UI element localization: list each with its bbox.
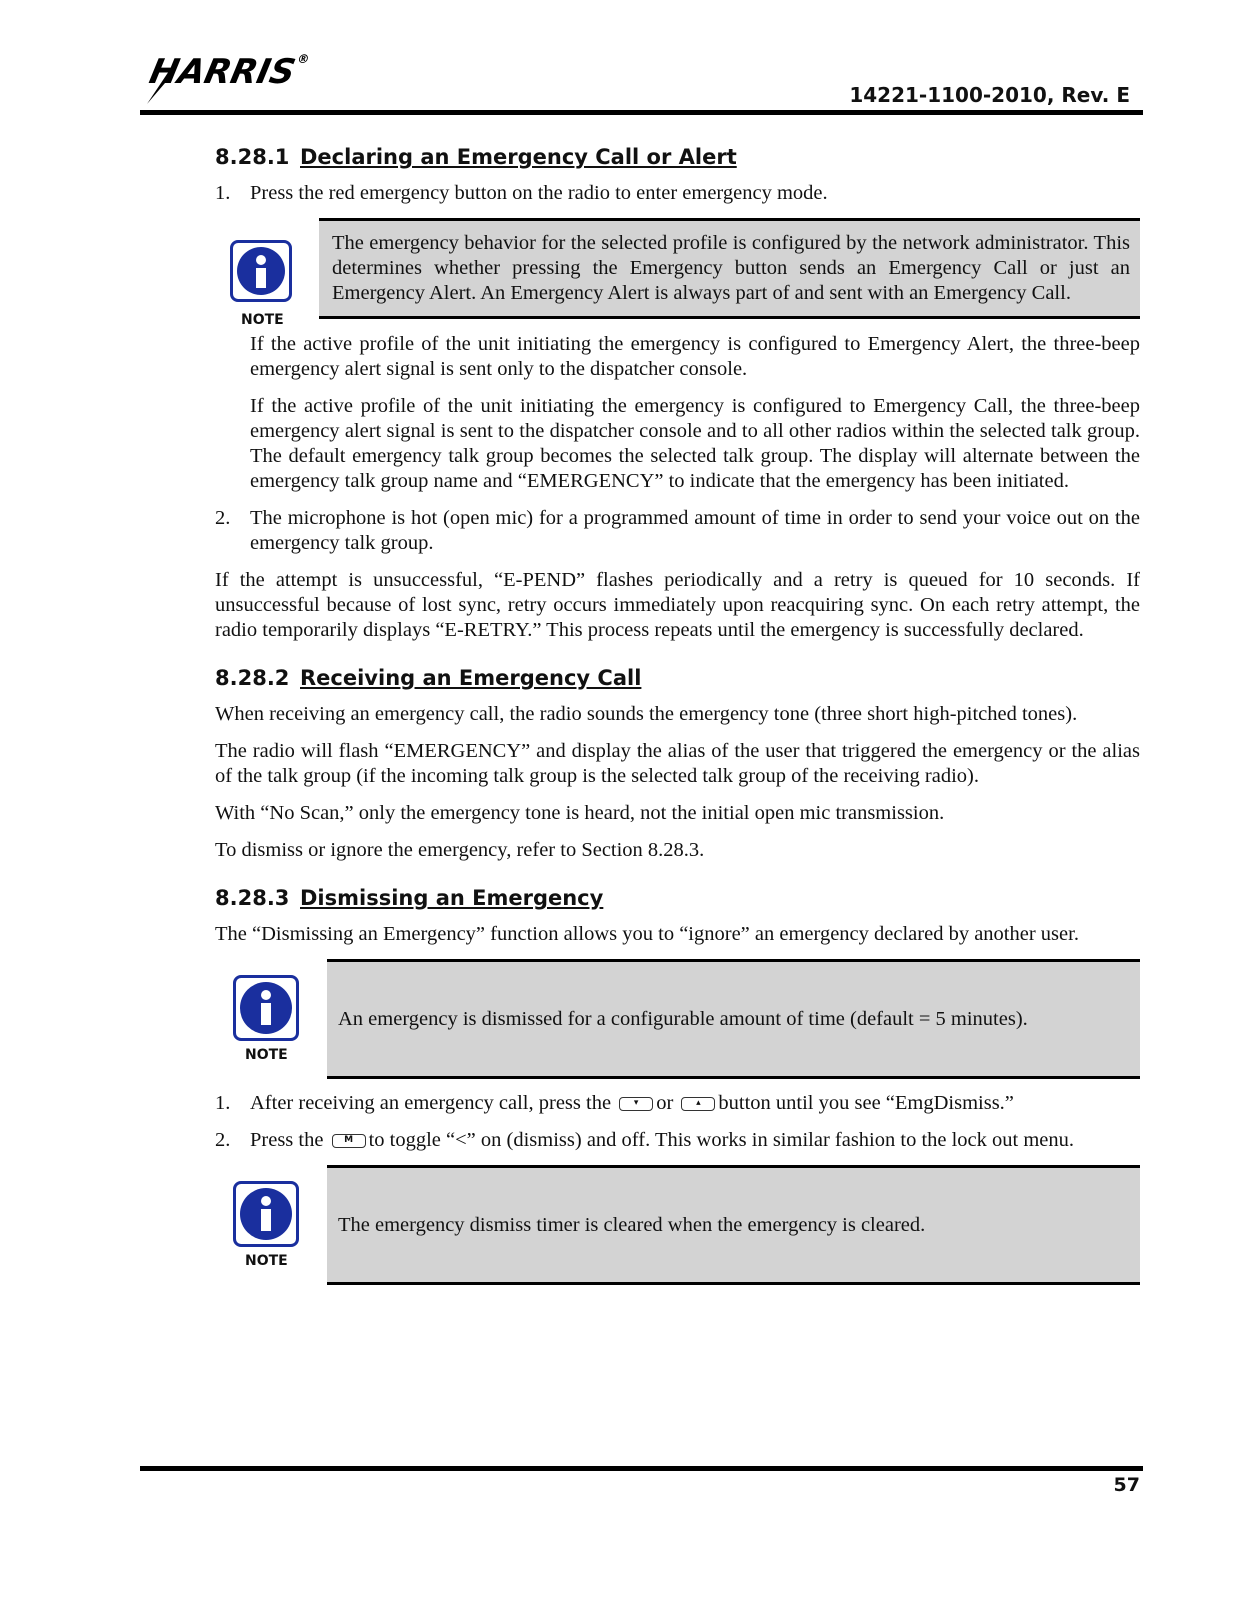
paragraph: When receiving an emergency call, the radio sounds the emergency tone (three short high-pitched tones). — [215, 703, 1078, 725]
step-text-part: to toggle “<” on (dismiss) and off. This works in similar fashion to the lock out menu. — [368, 1129, 1075, 1151]
up-arrow-icon: ▴ — [681, 1097, 715, 1111]
step-number: 2. — [215, 1129, 231, 1151]
note-icon-wrap — [215, 1165, 327, 1285]
header-rule — [140, 110, 1143, 115]
step-1 — [215, 181, 1140, 206]
note-text: The emergency behavior for the selected profile is configured by the network administrator. This determines whether pressing the Emergency button sends an Emergency Call or just an Emergency Alert. An Emergency Alert is always part of and sent with an Emergency Call. — [332, 232, 1130, 304]
step-1 — [215, 1091, 1140, 1116]
down-arrow-icon: ▾ — [619, 1097, 653, 1111]
step-text — [250, 1091, 1140, 1116]
note-box — [327, 1165, 1140, 1285]
paragraph-retry: If the attempt is unsuccessful, “E-PEND” flashes periodically and a retry is queued for 10 seconds. If unsuccessful because of lost sync, retry occurs immediately upon reacquiring sync. On each retry attempt, the radio temporarily displays “E-RETRY.” This process repeats until the emergency is successfully declared. — [215, 569, 1140, 641]
note-text: The emergency dismiss timer is cleared when the emergency is cleared. — [338, 1213, 926, 1236]
step-text-part: Press the — [250, 1129, 324, 1151]
note-icon-wrap — [215, 959, 327, 1079]
section-title: Dismissing an Emergency — [300, 886, 604, 910]
document-number: 14221-1100-2010, Rev. E — [849, 83, 1130, 107]
section-heading-8-28-3 — [215, 883, 1140, 913]
note-box — [327, 959, 1140, 1079]
footer-rule — [140, 1466, 1143, 1471]
harris-logo: HARRIS® — [146, 52, 311, 92]
paragraph: With “No Scan,” only the emergency tone is heard, not the initial open mic transmission. — [215, 802, 945, 824]
note-block — [215, 1165, 1140, 1285]
paragraph-call: If the active profile of the unit initiating the emergency is configured to Emergency Call, the three-beep emergency alert signal is sent to the dispatcher console and to all other radios within the selected talk group. The default emergency talk group becomes the selected talk group. The display will alternate between the emergency talk group name and “EMERGENCY” to indicate that the emergency has been initiated. — [250, 395, 1140, 492]
note-block — [215, 959, 1140, 1079]
note-text: An emergency is dismissed for a configurable amount of time (default = 5 minutes). — [338, 1007, 1028, 1030]
note-block — [215, 218, 1140, 328]
step-number: 2. — [215, 507, 231, 529]
step-text: The microphone is hot (open mic) for a programmed amount of time in order to send your voice out on the emergency talk group. — [250, 507, 1140, 554]
step-text-or: or — [656, 1092, 674, 1114]
page-content — [215, 140, 1140, 1285]
section-heading-8-28-1 — [215, 142, 1140, 172]
info-icon — [233, 975, 299, 1041]
note-label: NOTE — [245, 1253, 288, 1269]
paragraph: The “Dismissing an Emergency” function allows you to “ignore” an emergency declared by another user. — [215, 923, 1079, 945]
step-text — [250, 1128, 1140, 1153]
step-number: 1. — [215, 182, 231, 204]
note-box — [319, 218, 1140, 319]
paragraph-alert: If the active profile of the unit initiating the emergency is configured to Emergency Alert, the three-beep emergency alert signal is sent only to the dispatcher console. — [250, 333, 1140, 380]
section-heading-8-28-2 — [215, 663, 1140, 693]
menu-button-icon: M — [332, 1134, 366, 1148]
step-number: 1. — [215, 1092, 231, 1114]
step-text-part: After receiving an emergency call, press the — [250, 1092, 612, 1114]
step-2 — [215, 506, 1140, 556]
paragraph: To dismiss or ignore the emergency, refer to Section 8.28.3. — [215, 839, 705, 861]
paragraph: The radio will flash “EMERGENCY” and display the alias of the user that triggered the emergency or the alias of the talk group (if the incoming talk group is the selected talk group of the receiving radio). — [215, 740, 1140, 787]
note-icon-wrap — [215, 218, 327, 328]
info-icon — [230, 240, 292, 302]
page-number: 57 — [1113, 1474, 1140, 1496]
section-title: Receiving an Emergency Call — [300, 666, 642, 690]
section-number: 8.28.3 — [215, 886, 290, 910]
step-text-part: button until you see “EmgDismiss.” — [718, 1092, 1014, 1114]
step-2 — [215, 1128, 1140, 1153]
section-number: 8.28.2 — [215, 666, 290, 690]
note-label: NOTE — [241, 312, 284, 328]
note-label: NOTE — [245, 1047, 288, 1063]
logo-text: HARRIS — [146, 52, 299, 92]
info-icon — [233, 1181, 299, 1247]
step-text: Press the red emergency button on the radio to enter emergency mode. — [250, 182, 828, 204]
section-number: 8.28.1 — [215, 145, 290, 169]
section-title: Declaring an Emergency Call or Alert — [300, 145, 737, 169]
